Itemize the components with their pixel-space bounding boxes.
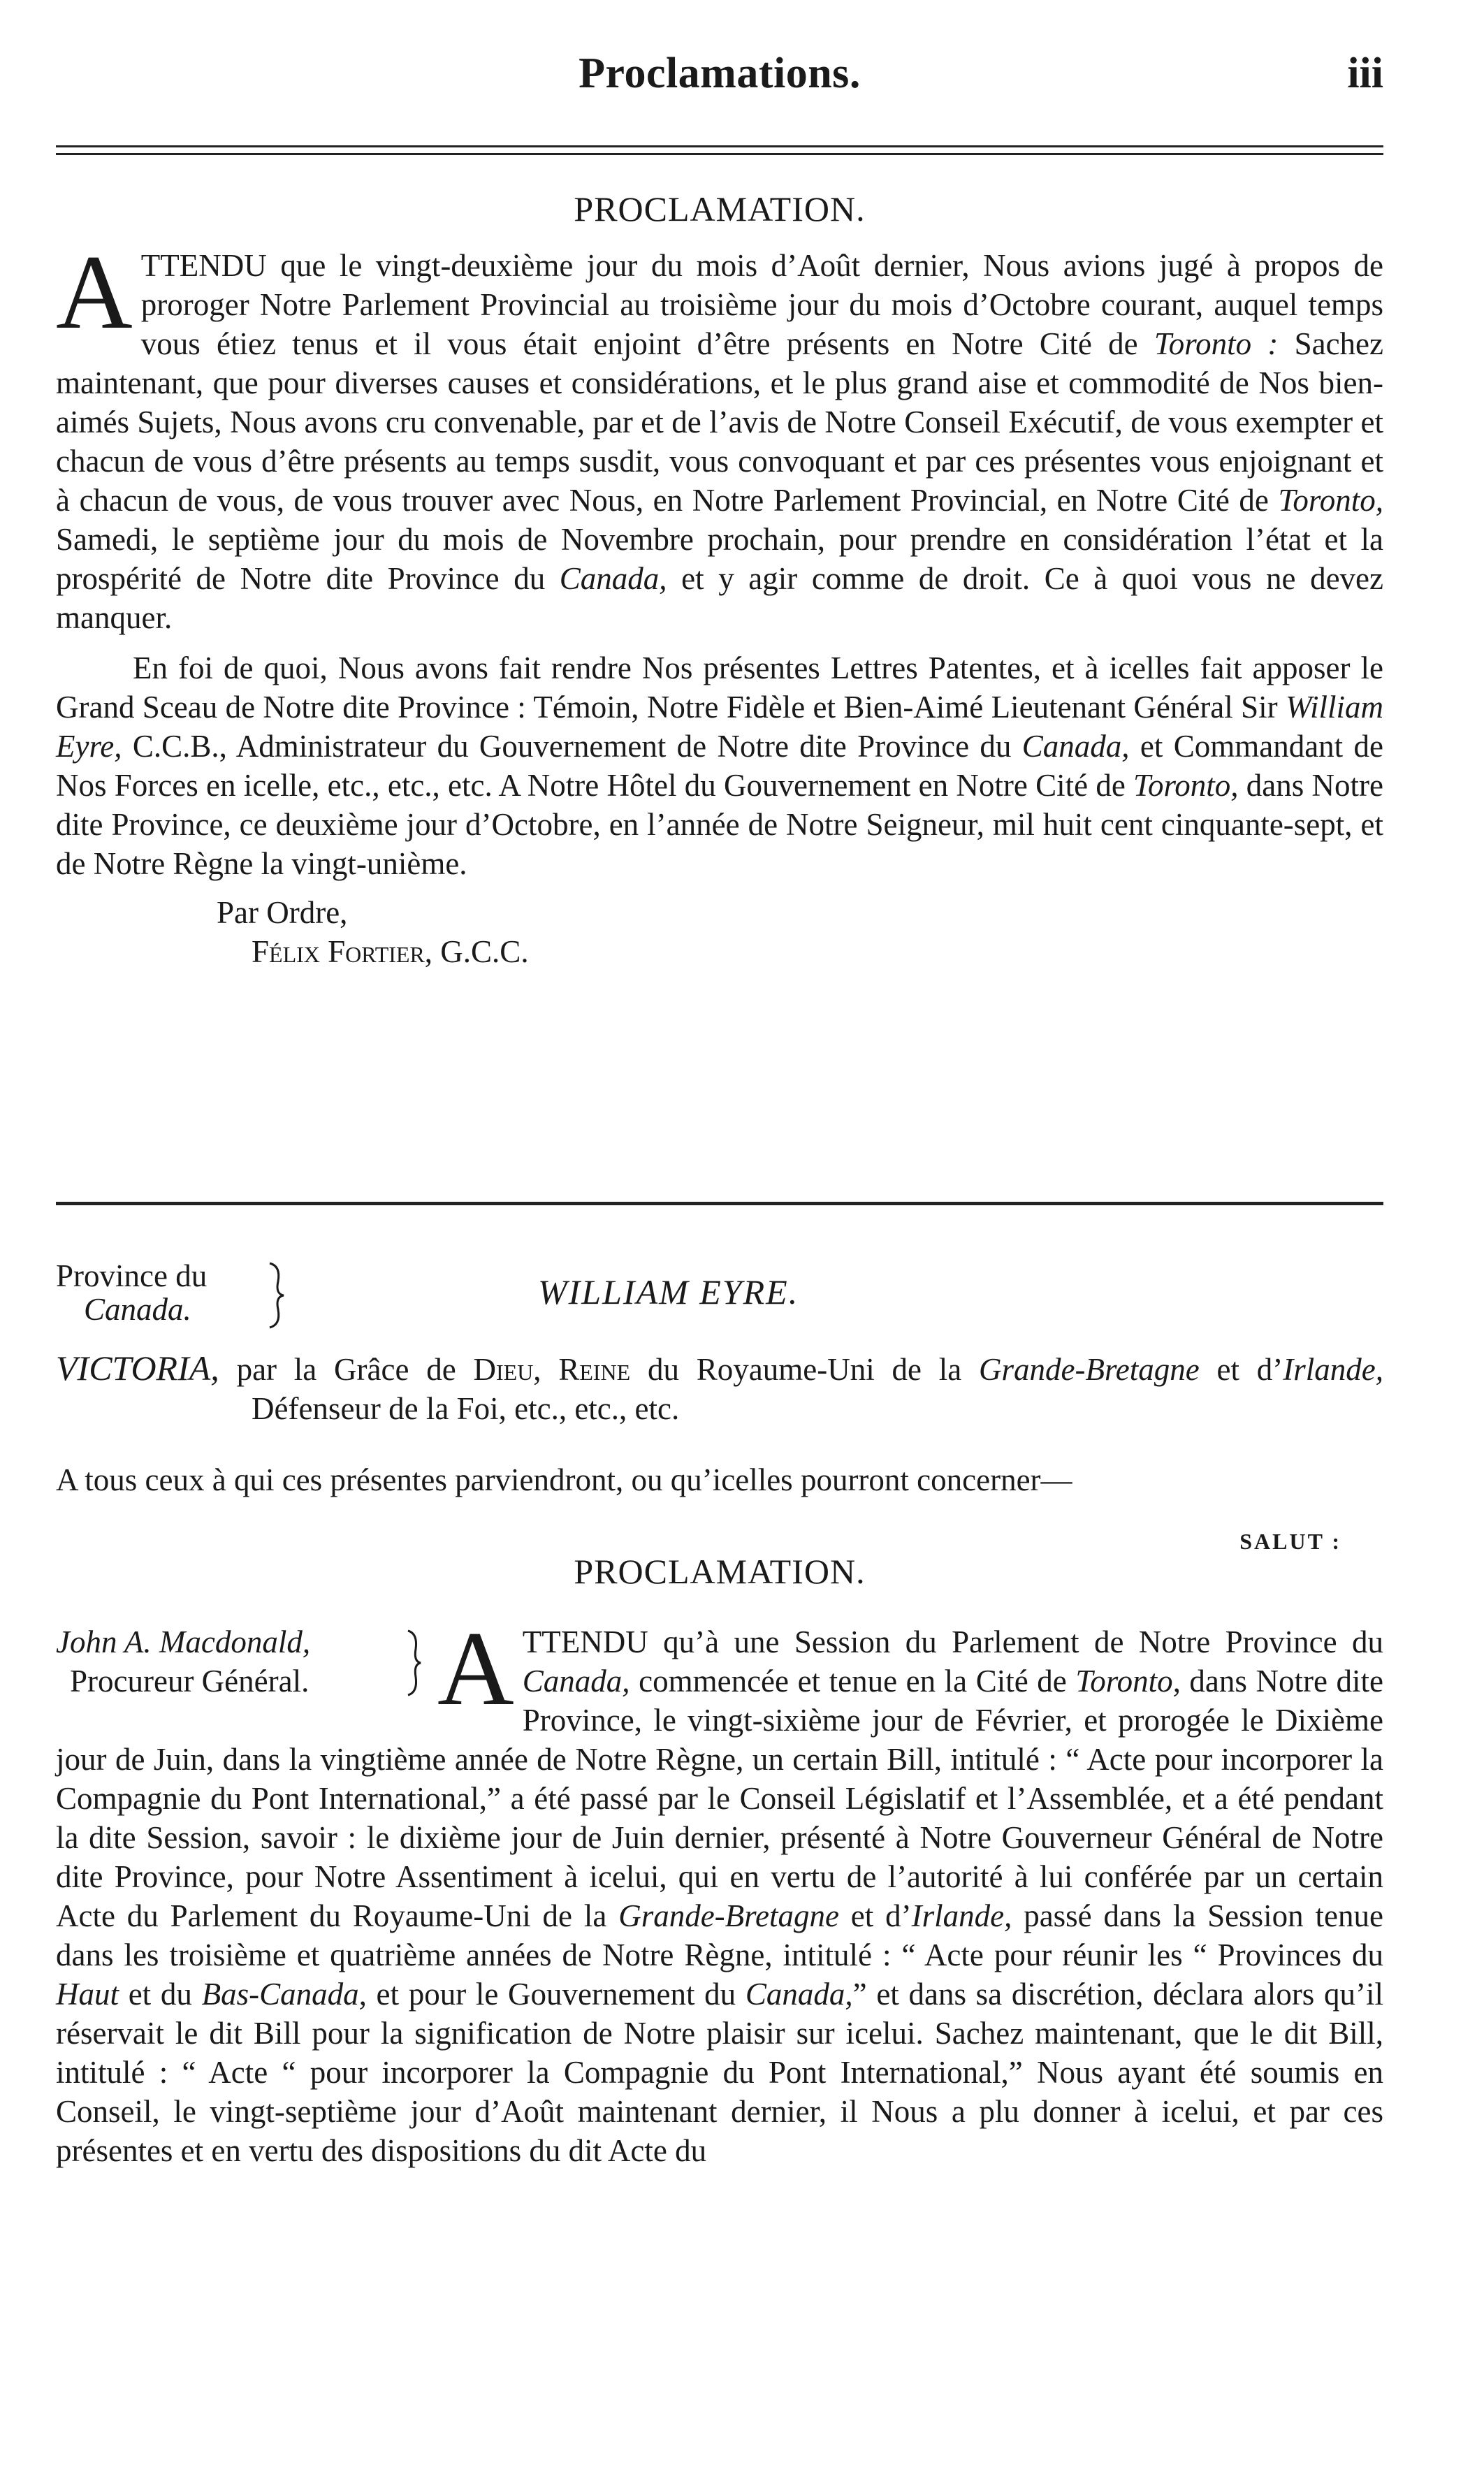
place-name: Grande-Bretagne [979, 1352, 1200, 1387]
par-ordre: Par Ordre, [217, 895, 348, 930]
salut: SALUT : [1239, 1529, 1341, 1554]
proclamation-heading: PROCLAMATION. [574, 189, 866, 228]
place-name: Toronto, [1075, 1664, 1181, 1699]
victoria-block [56, 1348, 1383, 1428]
running-header [56, 42, 1383, 119]
header-rule [56, 145, 1383, 155]
page [56, 42, 1383, 2445]
place-name: Irlande, [911, 1898, 1012, 1933]
brace-icon [265, 1260, 286, 1330]
text-run: passé dans la Session tenue dans les troisième et quatrième années de Notre Règne, intitulé : “ Acte pour réunir les “ Provinces du [56, 1898, 1383, 1972]
text-run: et d’ [1199, 1352, 1283, 1387]
place-name: Toronto : [1154, 326, 1279, 361]
drop-cap: A [437, 1610, 514, 1727]
margin-title: Procureur Général. [70, 1664, 310, 1699]
place-name: Canada, [745, 1977, 853, 2012]
place-name: Haut [56, 1977, 119, 2012]
text-run: commencée et tenue en la Cité de [630, 1664, 1076, 1699]
text-run: et d’ [838, 1898, 912, 1933]
text-run: Samedi, le septième jour du mois de Novembre prochain, pour prendre en considération l’état et la prospérité de Notre dite Province du [56, 522, 1383, 596]
text-run: Dieu, [473, 1352, 541, 1387]
text-run: et Commandant de Nos Forces en icelle, etc., etc., etc. A Notre Hôtel du Gouvernement en Notre Cité de [56, 729, 1384, 803]
text-run: TTENDU que le vingt-deuxième jour du mois d’Août dernier, Nous avions jugé à propos de proroger Notre Parlement Provincial au troisième jour du mois d’Octobre courant, auquel temps vous étiez tenus et il vous était enjoint d’être présents en Notre Cité de [140, 248, 1383, 361]
section-divider [56, 1202, 1383, 1205]
text-run: du Royaume-Uni de la [630, 1352, 979, 1387]
page-title: Proclamations. [579, 50, 861, 97]
proclamation-2-body [56, 1610, 1384, 2170]
text-run: En foi de quoi, Nous avons fait rendre Nos présentes Lettres Patentes, et à icelles fait apposer le Grand Sceau de Notre dite Province : Témoin, Notre Fidèle et Bien-Aimé Lieutenant Général Sir [56, 650, 1383, 725]
text-run: par la Grâce de [219, 1352, 474, 1387]
place-name: Grande-Bretagne [618, 1898, 839, 1933]
place-name: Canada, [522, 1664, 630, 1699]
text-run: dans Notre dite Province, le vingt-sixième jour de Février, et prorogée le Dixième jour de Juin, dans la vingtième année de Notre Règne, un certain Bill, intitulé : “ Acte pour incorporer la Compagnie du Pont International,” a été passé par le Conseil Législatif et l’Assemblée, et a été pendant la dite Session, savoir : le dixième jour de Juin dernier, présenté à Notre Gouverneur Général de Notre dite Province, pour Notre Assentiment à icelui, qui en vertu de l’autorité à lui conférée par un certain Acte du Parlement du Royaume-Uni de la [56, 1664, 1384, 1933]
address-text: A tous ceux à qui ces présentes parviendront, ou qu’icelles pourront concerner— [56, 1462, 1072, 1497]
place-name: Irlande, [1283, 1352, 1383, 1387]
text-run: Reine [558, 1352, 631, 1387]
signatory: Félix Fortier, [252, 934, 433, 969]
signatory-title: G.C.C. [432, 934, 529, 969]
text-run: Sachez maintenant, que pour diverses causes et considérations, et le plus grand aise et commodité de Nos bien-aimés Sujets, Nous avons cru convenable, par et de l’avis de Notre Conseil Exécutif, de vous exempter et chacun de vous d’être présents au temps susdit, vous convoquant et par ces présentes vous enjoignant et à chacun de vous, de vous trouver avec Nous, en Notre Parlement Provincial, en Notre Cité de [56, 326, 1383, 518]
proclamation-2-paragraph [56, 1610, 1384, 2170]
address-line [56, 1460, 1383, 1499]
sovereign-name: VICTORIA, [56, 1348, 219, 1388]
place-name: Toronto, [1278, 483, 1383, 518]
proclamation-1-body [56, 233, 1384, 971]
place-name: Bas-Canada, [201, 1977, 367, 2012]
margin-name: John A. Macdonald, [56, 1624, 311, 1659]
proclamation-heading-2: PROCLAMATION. [574, 1552, 866, 1591]
text-run [541, 1352, 559, 1387]
drop-cap: A [56, 233, 133, 351]
text-run: C.C.B., Administrateur du Gouvernement de Notre dite Province du [122, 729, 1022, 764]
text-run: et du [119, 1977, 202, 2012]
text-run: dans Notre dite Province, ce deuxième jour d’Octobre, en l’année de Notre Seigneur, mil huit cent cinquante-sept, et de Notre Règne la vingt-unième. [56, 768, 1383, 881]
place-name: Canada, [559, 561, 667, 596]
proclamation-1-paragraph-1 [56, 233, 1383, 637]
place-name: Toronto, [1133, 768, 1239, 803]
province-line-1: Province du [56, 1258, 208, 1293]
province-line-2: Canada. [84, 1292, 191, 1327]
text-run: Défenseur de la Foi, etc., etc., etc. [252, 1391, 680, 1426]
margin-note [56, 1622, 419, 1701]
person-name: William Eyre, [56, 690, 1383, 764]
page-number: iii [1347, 50, 1383, 97]
province-block [56, 1259, 1383, 1350]
proclamation-1-paragraph-2 [56, 648, 1383, 883]
text-run: ” et dans sa discrétion, déclara alors qu’il réservait le dit Bill pour la signification de Notre plaisir sur icelui. Sachez maintenant, que le dit Bill, intitulé : “ Acte “ pour incorporer la Compagnie du Pont International,” Nous ayant été soumis en Conseil, le vingt-septième jour d’Août maintenant dernier, il Nous a plu donner à icelui, et par ces présentes et en vertu des dispositions du dit Acte du [56, 1977, 1383, 2168]
signature-line [56, 932, 1383, 971]
text-run: et y agir comme de droit. Ce à quoi vous ne devez manquer. [56, 561, 1383, 635]
royal-style [56, 1348, 1383, 1428]
text-run: TTENDU qu’à une Session du Parlement de Notre Province du [522, 1624, 1383, 1659]
province-caption [56, 1259, 207, 1326]
text-run: et pour le Gouvernement du [366, 1977, 745, 2012]
governor-name: WILLIAM EYRE. [538, 1272, 799, 1311]
brace-icon [405, 1628, 422, 1698]
place-name: Canada, [1021, 729, 1130, 764]
